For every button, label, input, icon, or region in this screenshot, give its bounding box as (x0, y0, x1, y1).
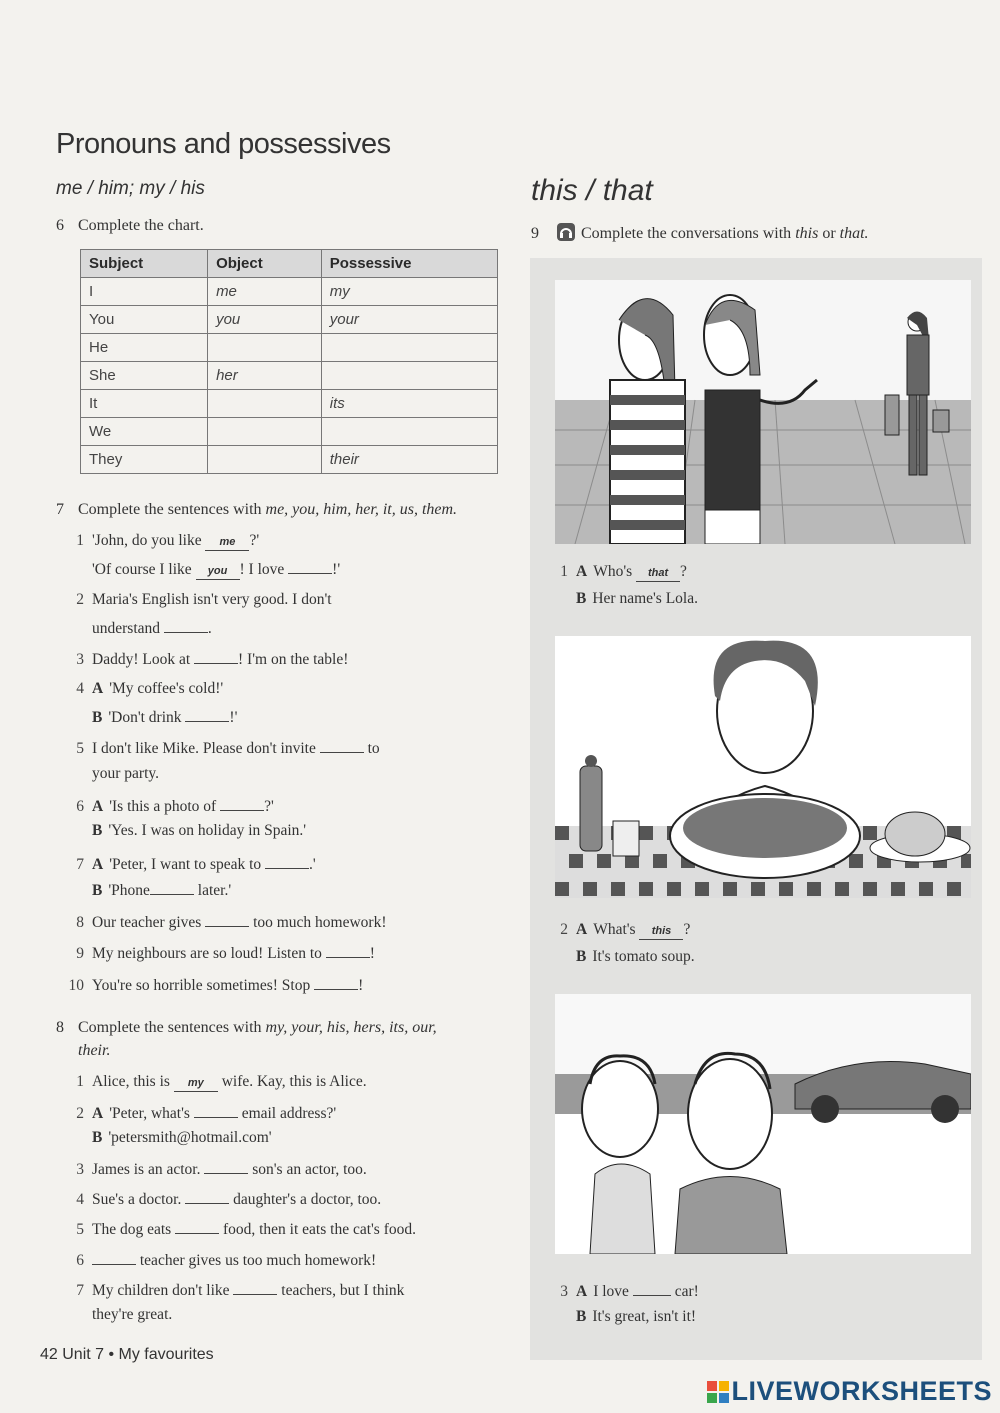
sentence-line (62, 649, 348, 669)
answer-blank[interactable] (320, 738, 364, 753)
speaker-label: B (92, 882, 103, 899)
chart-cell: We (81, 418, 208, 446)
dialog-2-a (556, 921, 690, 940)
speaker-b: B (576, 948, 587, 965)
speaker-label: A (92, 680, 104, 697)
illustration-women (555, 280, 971, 544)
chart-cell-answer[interactable]: her (208, 362, 322, 390)
sentence-text: .' (309, 856, 316, 873)
sentence-text: Our teacher gives (92, 914, 206, 931)
sentence-text: food, then it eats the cat's food. (219, 1221, 416, 1238)
sentence-text: 'petersmith@hotmail.com' (108, 1129, 272, 1146)
chart-cell-answer[interactable] (208, 334, 322, 362)
answer-blank[interactable] (233, 1280, 277, 1295)
answer-blank[interactable] (175, 1219, 219, 1234)
item-number: 6 (76, 798, 84, 815)
illustration-soup (555, 636, 971, 898)
ex7-word-list: me, you, him, her, it, us, them. (265, 501, 458, 518)
chart-cell: They (81, 446, 208, 474)
sentence-line (62, 559, 340, 580)
answer-blank[interactable] (265, 854, 309, 869)
chart-cell-answer[interactable] (208, 446, 322, 474)
chart-cell-answer[interactable] (321, 362, 497, 390)
dialog-text: I love (593, 1283, 633, 1300)
answer-blank[interactable] (633, 1281, 671, 1296)
ex6-number: 6 (56, 217, 64, 234)
sentence-text: 'My coffee's cold!' (109, 680, 224, 697)
sentence-line (62, 680, 223, 698)
sentence-text: 'Of course I like (92, 561, 196, 578)
dialog-text: Her name's Lola. (592, 590, 698, 607)
item-number: 3 (76, 1161, 84, 1178)
dialog-number: 1 (560, 563, 568, 580)
answer-blank[interactable] (326, 943, 370, 958)
dialog-text: car! (670, 1283, 699, 1300)
item-number: 7 (76, 1282, 84, 1299)
dialog-number: 3 (560, 1283, 568, 1300)
sentence-text: . (207, 620, 212, 637)
dialog-text: ? (680, 563, 687, 580)
sentence-line (62, 912, 387, 932)
ex8-instruction-text: Complete the sentences with (78, 1019, 266, 1036)
speaker-a: A (576, 921, 588, 938)
dialog-text: It's great, isn't it! (592, 1308, 697, 1325)
ex8-instruction (56, 1019, 437, 1037)
sentence-text: wife. Kay, this is Alice. (217, 1073, 367, 1090)
sentence-text: My children don't like (92, 1282, 234, 1299)
sentence-line (62, 765, 159, 783)
speaker-a: A (576, 1283, 588, 1300)
ex6-instruction (56, 217, 204, 235)
chart-cell-answer[interactable] (321, 334, 497, 362)
dialog-text: Who's (593, 563, 637, 580)
answer-blank[interactable] (194, 1103, 238, 1118)
item-number: 8 (76, 914, 84, 931)
dialog-number: 2 (560, 921, 568, 938)
ex9-number: 9 (531, 225, 539, 242)
sentence-text: understand (92, 620, 164, 637)
sentence-line (62, 1280, 404, 1300)
chart-cell-answer[interactable] (208, 390, 322, 418)
item-number: 7 (76, 856, 84, 873)
item-number: 10 (68, 977, 84, 994)
chart-row (81, 418, 498, 446)
sentence-text: I don't like Mike. Please don't invite (92, 740, 320, 757)
answer-blank[interactable]: me (205, 536, 249, 551)
item-number: 9 (76, 945, 84, 962)
chart-cell-answer[interactable]: your (321, 306, 497, 334)
ex8-word-list: my, your, his, hers, its, our, (265, 1019, 437, 1036)
item-number: 4 (76, 1191, 84, 1208)
sentence-line (62, 1073, 367, 1092)
item-number: 2 (76, 591, 84, 608)
sentence-text: ! (369, 945, 375, 962)
chart-cell: I (81, 278, 208, 306)
sentence-line (62, 1189, 381, 1209)
sentence-line (62, 1306, 172, 1324)
sentence-text: to (363, 740, 380, 757)
brand-logo (707, 1376, 992, 1407)
dialog-2-b (576, 948, 695, 966)
sentence-text: daughter's a doctor, too. (229, 1191, 382, 1208)
sentence-text: 'Peter, what's (109, 1105, 194, 1122)
sentence-text: 'Phone (108, 882, 150, 899)
chart-cell-answer[interactable]: my (321, 278, 497, 306)
liveworksheets-logo-icon (707, 1379, 729, 1401)
speaker-label: B (92, 822, 103, 839)
sentence-line (62, 822, 306, 840)
speaker-label: B (92, 709, 103, 726)
sentence-text: your party. (92, 765, 160, 782)
section-heading-this-that: this / that (531, 174, 653, 207)
sentence-text: 'Is this a photo of (109, 798, 221, 815)
sentence-text: My neighbours are so loud! Listen to (92, 945, 326, 962)
sentence-text: ! I'm on the table! (238, 651, 349, 668)
item-number: 1 (76, 532, 84, 549)
dialog-text: ? (683, 921, 691, 938)
answer-blank[interactable] (194, 649, 238, 664)
chart-row (81, 390, 498, 418)
speaker-label: B (92, 1129, 103, 1146)
chart-header-object: Object (208, 250, 322, 278)
answer-blank[interactable] (164, 618, 208, 633)
sentence-text: Daddy! Look at (92, 651, 195, 668)
chart-cell: He (81, 334, 208, 362)
sentence-text: they're great. (92, 1306, 173, 1323)
chart-cell: You (81, 306, 208, 334)
sentence-text: email address?' (237, 1105, 337, 1122)
ex9-instruction (531, 223, 869, 243)
sentence-text: Maria's English isn't very good. I don't (92, 591, 332, 608)
sentence-text: later.' (193, 882, 232, 899)
speaker-label: A (92, 798, 104, 815)
sentence-text: teachers, but I think (277, 1282, 405, 1299)
item-number: 5 (76, 1221, 84, 1238)
item-number: 2 (76, 1105, 84, 1122)
brand-name: LIVEWORKSHEETS (731, 1376, 992, 1406)
ex6-instruction-text: Complete the chart. (78, 217, 204, 234)
dialog-1-b (576, 590, 698, 608)
item-number: 3 (76, 651, 84, 668)
answer-blank[interactable] (220, 796, 264, 811)
speaker-a: A (576, 563, 588, 580)
ex9-word-or: or (818, 225, 840, 242)
ex8-word-list-cont: their. (78, 1042, 111, 1059)
sentence-text: 'Yes. I was on holiday in Spain.' (108, 822, 307, 839)
sentence-line (62, 1219, 416, 1239)
sentence-line (62, 1129, 272, 1147)
sentence-text: !' (229, 709, 238, 726)
chart-cell: It (81, 390, 208, 418)
sentence-text: son's an actor, too. (248, 1161, 367, 1178)
sentence-text: Alice, this is (92, 1073, 174, 1090)
ex8-number: 8 (56, 1019, 64, 1036)
sentence-line (62, 943, 375, 963)
audio-icon[interactable] (557, 223, 575, 241)
answer-blank[interactable]: you (196, 565, 240, 580)
answer-blank[interactable] (150, 880, 194, 895)
page-footer: 42 Unit 7 • My favourites (40, 1346, 214, 1363)
sentence-text: ?' (249, 532, 260, 549)
sentence-line (62, 738, 380, 758)
item-number: 1 (76, 1073, 84, 1090)
speaker-b: B (576, 1308, 587, 1325)
chart-cell-answer[interactable]: me (208, 278, 322, 306)
speaker-label: A (92, 856, 104, 873)
dialog-3-b (576, 1308, 696, 1326)
chart-cell-answer[interactable]: its (321, 390, 497, 418)
sentence-line (62, 796, 274, 816)
sentence-line (62, 532, 259, 551)
answer-blank[interactable] (185, 707, 229, 722)
sentence-text: !' (332, 561, 341, 578)
chart-row (81, 446, 498, 474)
chart-row (81, 306, 498, 334)
sentence-text: 'Don't drink (108, 709, 186, 726)
ex8-instruction-cont (78, 1042, 110, 1060)
sentence-text: too much homework! (249, 914, 387, 931)
chart-cell-answer[interactable]: their (321, 446, 497, 474)
answer-blank[interactable] (314, 975, 358, 990)
chart-cell-answer[interactable] (208, 418, 322, 446)
sentence-line (62, 1250, 376, 1270)
chart-row (81, 278, 498, 306)
item-number: 4 (76, 680, 84, 697)
chart-cell: She (81, 362, 208, 390)
sentence-line (62, 1159, 367, 1179)
pronoun-chart (80, 249, 498, 474)
speaker-b: B (576, 590, 587, 607)
sentence-line (62, 975, 363, 995)
answer-blank[interactable] (205, 912, 249, 927)
ex7-instruction-text: Complete the sentences with (78, 501, 266, 518)
answer-blank[interactable] (288, 559, 332, 574)
answer-blank[interactable]: this (639, 925, 683, 940)
section-subtitle: me / him; my / his (56, 178, 205, 199)
answer-blank[interactable] (92, 1250, 136, 1265)
sentence-text: ?' (264, 798, 274, 815)
sentence-text: James is an actor. (92, 1161, 205, 1178)
dialog-3-a (556, 1281, 699, 1301)
sentence-text: You're so horrible sometimes! Stop (92, 977, 315, 994)
sentence-text: The dog eats (92, 1221, 176, 1238)
dialog-text: What's (593, 921, 640, 938)
chart-cell-answer[interactable] (321, 418, 497, 446)
dialog-text: It's tomato soup. (592, 948, 695, 965)
speaker-label: A (92, 1105, 104, 1122)
item-number: 6 (76, 1252, 84, 1269)
sentence-text: 'Peter, I want to speak to (109, 856, 266, 873)
ex7-number: 7 (56, 501, 64, 518)
sentence-text: 'John, do you like (92, 532, 206, 549)
ex9-word-this: this (795, 225, 819, 242)
sentence-text: teacher gives us too much homework! (136, 1252, 377, 1269)
chart-header-subject: Subject (81, 250, 208, 278)
chart-header-possessive: Possessive (321, 250, 497, 278)
ex9-instruction-text: Complete the conversations with (581, 225, 796, 242)
ex9-word-that: that. (839, 225, 869, 242)
sentence-line (62, 707, 237, 727)
dialog-1-a (556, 563, 687, 582)
ex7-instruction (56, 501, 457, 519)
sentence-line (62, 591, 332, 609)
sentence-text: ! I love (239, 561, 289, 578)
sentence-text: ! (358, 977, 364, 994)
chart-row (81, 362, 498, 390)
sentence-line (62, 854, 316, 874)
chart-row (81, 334, 498, 362)
answer-blank[interactable]: that (636, 567, 680, 582)
sentence-line (62, 1103, 336, 1123)
answer-blank[interactable] (185, 1189, 229, 1204)
sentence-line (62, 880, 231, 900)
illustration-car (555, 994, 971, 1254)
sentence-text: Sue's a doctor. (92, 1191, 186, 1208)
answer-blank[interactable]: my (174, 1077, 218, 1092)
answer-blank[interactable] (204, 1159, 248, 1174)
page-title: Pronouns and possessives (56, 128, 391, 160)
sentence-line (62, 618, 212, 638)
item-number: 5 (76, 740, 84, 757)
chart-cell-answer[interactable]: you (208, 306, 322, 334)
